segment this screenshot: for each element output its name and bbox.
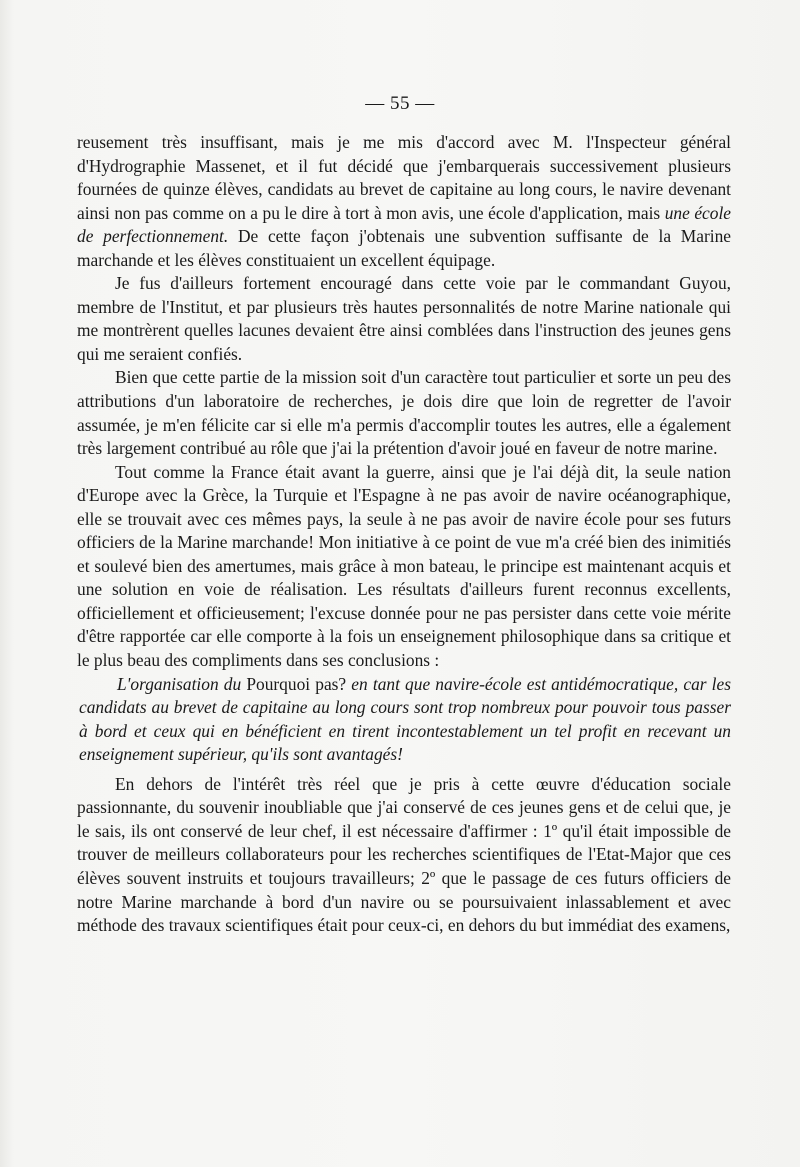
quote-paragraph <box>77 673 731 767</box>
paragraph-1 <box>77 131 731 272</box>
quote-lead: L'organisation du <box>117 673 242 694</box>
paragraph-4: Tout comme la France était avant la guerre, ainsi que je l'ai déjà dit, la seule nation d'Europe avec la Grèce, la Turquie et l'Espagne à ne pas avoir de navire océanographique, elle se trouvait avec ces mêmes pays, la seule à ne pas avoir de navire école pour ses futurs officiers de la Marine marchande! Mon initiative à ce point de vue m'a créé bien des inimitiés et soulevé bien des amertumes, mais grâce à mon bateau, le principe est maintenant acquis et une solution en voie de réalisation. Les résultats d'ailleurs furent reconnus excellents, officiellement et officieusement; l'excuse donnée pour ne pas persister dans cette voie mérite d'être rapportée car elle comporte à la fois un enseignement philosophique dans sa critique et le plus beau des compliments dans ses conclusions : <box>77 461 731 671</box>
page-number: — 55 — <box>365 93 435 114</box>
paragraph-3: Bien que cette partie de la mission soit d'un caractère tout particulier et sorte un peu des attributions d'un laboratoire de recherches, je dois dire que loin de regretter de l'avoir assumée, je m'en félicite car si elle m'a permis d'accomplir toutes les autres, elle a également très largement contribué au rôle que j'ai la prétention d'avoir joué en faveur de notre marine. <box>77 367 731 459</box>
quote-rest: en tant que navire-école est antidémocratique, car les candidats au brevet de capitaine au long cours sont trop nombreux pour pouvoir tous passer à bord et ceux qui en bénéficient en tirent incontestablement un tel profit en recevant un enseignement supérieur, qu'ils sont avantagés! <box>79 673 731 765</box>
paragraph-1-emphasis: une école de perfectionnement. <box>77 202 731 247</box>
paragraph-2: Je fus d'ailleurs fortement encouragé dans cette voie par le commandant Guyou, membre de l'Institut, et par plusieurs très hautes personnalités de notre Marine nationale qui me montrèrent quelles lacunes devaient être ainsi comblées dans l'instruction des jeunes gens qui me seraient confiés. <box>77 273 731 364</box>
quote-ship-name: Pourquoi pas? <box>241 673 347 694</box>
paragraph-1-tail: De cette façon j'obtenais une subvention suffisante de la Marine marchande et les élèves constituaient un excellent équipage. <box>77 226 731 270</box>
body-text <box>77 131 731 938</box>
paragraph-1-text: reusement très insuffisant, mais je me mis d'accord avec M. l'Inspecteur général d'Hydrographie Massenet, et il fut décidé que j'embarquerais successivement plusieurs fournées de quinze élèves, candidats au brevet de capitaine au long cours, le navire devenant ainsi non pas comme on a pu le dire à tort à mon avis, une école d'application, mais <box>77 132 731 223</box>
paragraph-6: En dehors de l'intérêt très réel que je pris à cette œuvre d'éducation sociale passionnante, du souvenir inoubliable que j'ai conservé de ces jeunes gens et de celui que, je le sais, ils ont conservé de leur chef, il est nécessaire d'affirmer : 1º qu'il était impossible de trouver de meilleurs collaborateurs pour les recherches scientifiques de l'Etat-Major que ces élèves souvent instruits et toujours travailleurs; 2º que le passage de ces futurs officiers de notre Marine marchande à bord d'un navire ou se poursuivaient inlassablement et avec méthode des travaux scientifiques était pour ceux-ci, en dehors du but immédiat des examens, <box>77 773 731 936</box>
